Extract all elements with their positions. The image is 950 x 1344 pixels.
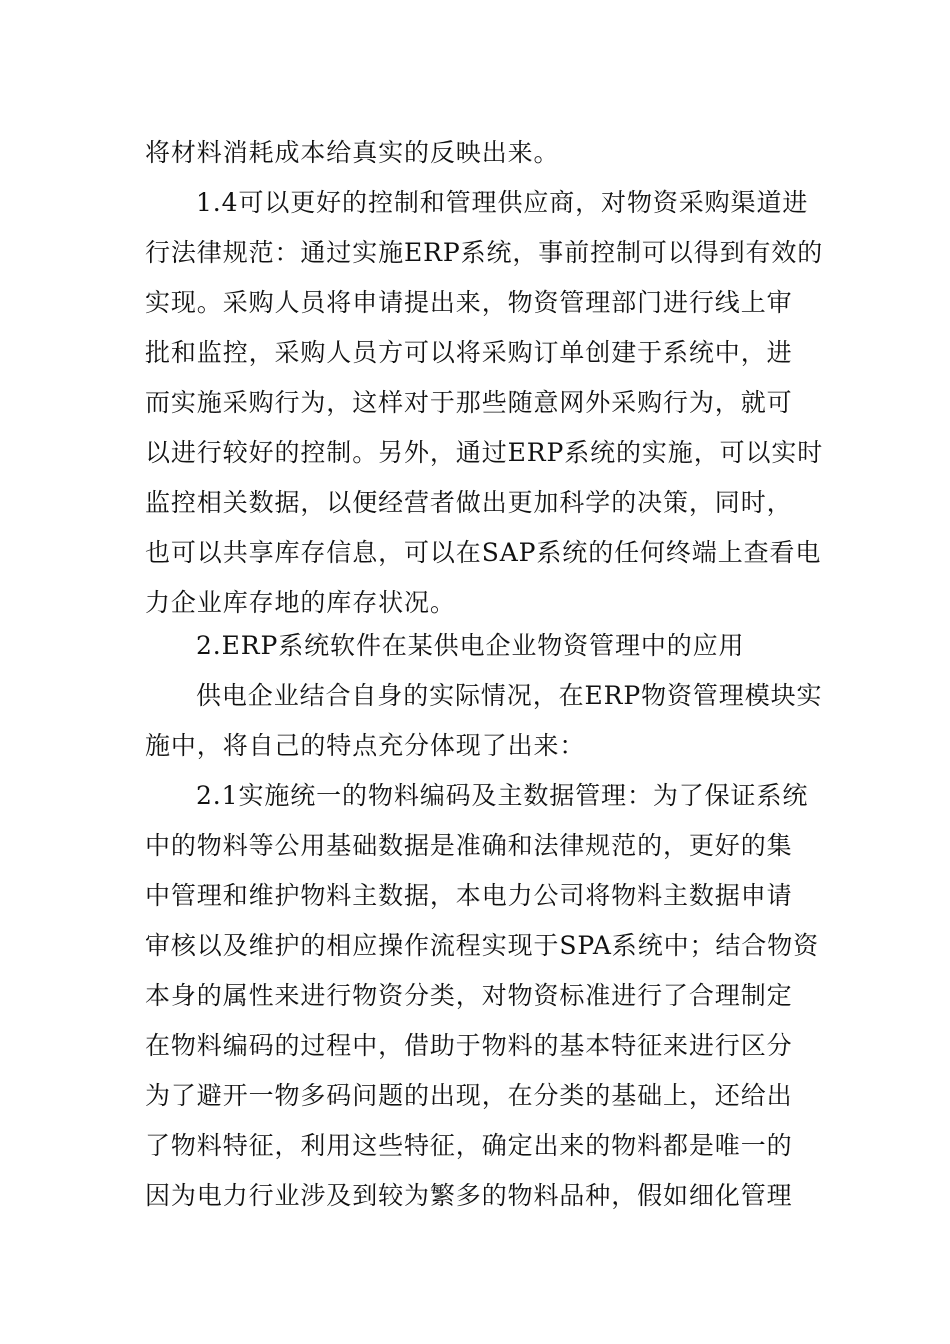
text-line: 以进行较好的控制。另外，通过ERP系统的实施，可以实时 xyxy=(145,438,824,467)
section-heading-1-4: 1.4可以更好的控制和管理供应商，对物资采购渠道进 xyxy=(196,188,809,217)
text-line: 也可以共享库存信息，可以在SAP系统的任何终端上查看电 xyxy=(145,538,822,567)
text-line: 监控相关数据，以便经营者做出更加科学的决策，同时， xyxy=(145,488,793,517)
section-heading-2: 2.ERP系统软件在某供电企业物资管理中的应用 xyxy=(196,631,745,660)
text-line: 实现。采购人员将申请提出来，物资管理部门进行线上审 xyxy=(145,288,793,317)
text-line: 力企业库存地的库存状况。 xyxy=(145,588,456,617)
text-line: 中的物料等公用基础数据是准确和法律规范的，更好的集 xyxy=(145,831,793,860)
text-line: 审核以及维护的相应操作流程实现于SPA系统中；结合物资 xyxy=(145,931,820,960)
text-line: 行法律规范：通过实施ERP系统，事前控制可以得到有效的 xyxy=(145,238,824,267)
text-line: 将材料消耗成本给真实的反映出来。 xyxy=(145,138,560,167)
text-line: 而实施采购行为，这样对于那些随意网外采购行为，就可 xyxy=(145,388,793,417)
section-heading-2-1: 2.1实施统一的物料编码及主数据管理：为了保证系统 xyxy=(196,781,809,810)
text-line: 因为电力行业涉及到较为繁多的物料品种，假如细化管理 xyxy=(145,1181,793,1210)
text-line: 施中，将自己的特点充分体现了出来： xyxy=(145,731,586,760)
text-line: 本身的属性来进行物资分类，对物资标准进行了合理制定 xyxy=(145,981,793,1010)
text-line: 中管理和维护物料主数据，本电力公司将物料主数据申请 xyxy=(145,881,793,910)
text-line: 批和监控，采购人员方可以将采购订单创建于系统中，进 xyxy=(145,338,793,367)
paragraph-start: 供电企业结合自身的实际情况，在ERP物资管理模块实 xyxy=(196,681,823,710)
text-line: 为了避开一物多码问题的出现，在分类的基础上，还给出 xyxy=(145,1081,793,1110)
text-line: 在物料编码的过程中，借助于物料的基本特征来进行区分 xyxy=(145,1031,793,1060)
text-line: 了物料特征，利用这些特征，确定出来的物料都是唯一的 xyxy=(145,1131,793,1160)
